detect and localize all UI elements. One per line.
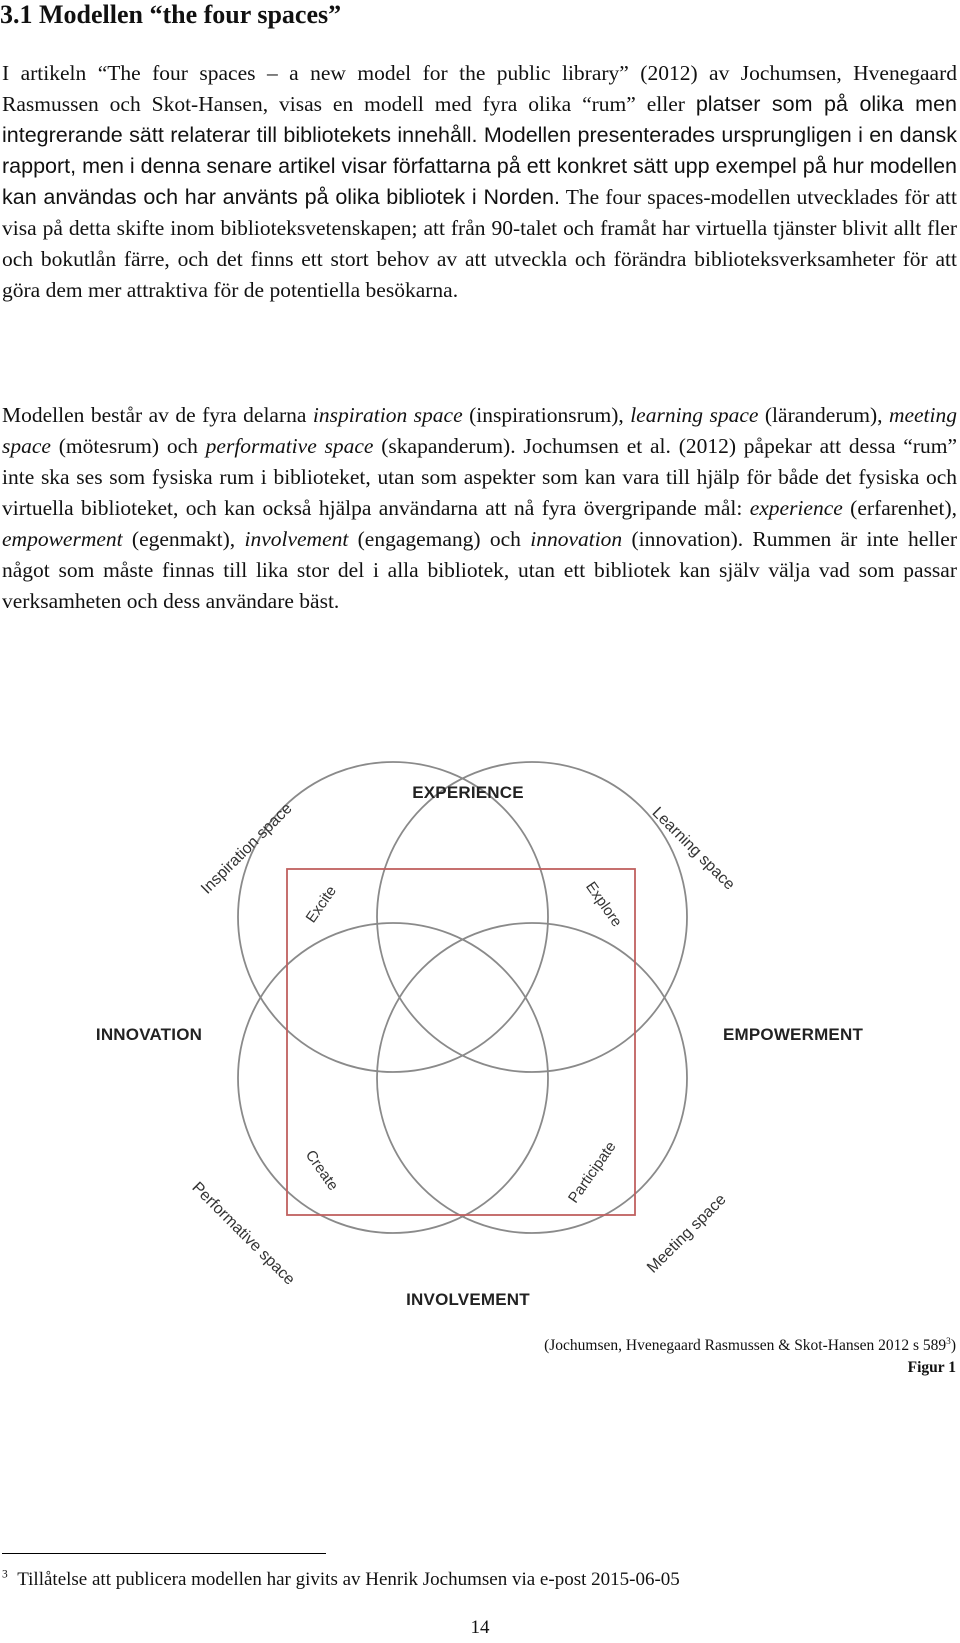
label-inspiration-space: Inspiration space	[198, 800, 296, 898]
footnote-reference: 3	[946, 1336, 951, 1347]
circle-performative-space	[238, 923, 548, 1233]
paragraph-model-text: (erfarenhet),	[842, 496, 957, 520]
term-innovation: innovation	[530, 527, 623, 551]
term-inspiration-space: inspiration space	[312, 403, 463, 427]
paragraph-intro-part1: I artikeln “The four spaces – a new model for the public library” (2012) av Jochumsen, Hvenegaard Rasmussen och Skot-Hansen, visas en modell med fyra olika “rum” eller	[2, 61, 957, 116]
page-number: 14	[470, 1617, 490, 1638]
goal-empowerment: EMPOWERMENT	[722, 1025, 864, 1044]
paragraph-intro	[2, 58, 957, 306]
term-empowerment: empowerment	[2, 527, 123, 551]
footnote-marker: 3	[2, 1568, 8, 1581]
label-create: Create	[301, 1147, 342, 1194]
footnote-text: Tillåtelse att publicera modellen har givits av Henrik Jochumsen via e-post 2015-06-05	[17, 1569, 680, 1590]
paragraph-model-text: (egenmakt),	[122, 527, 245, 551]
paragraph-model-text: (mötesrum) och	[50, 434, 206, 458]
label-explore: Explore	[582, 878, 626, 931]
footnote-divider	[2, 1553, 326, 1554]
label-performative-space: Performative space	[188, 1179, 298, 1289]
paragraph-model-text: (läranderum),	[758, 403, 889, 427]
circle-learning-space	[377, 762, 687, 1072]
center-square	[287, 869, 635, 1215]
circle-meeting-space	[377, 923, 687, 1233]
paragraph-model-text: Modellen består av de fyra delarna	[2, 403, 313, 427]
term-learning-space: learning space	[630, 403, 759, 427]
goal-involvement: INVOLVEMENT	[406, 1290, 530, 1309]
term-performative-space: performative space	[205, 434, 374, 458]
term-involvement: involvement	[244, 527, 349, 551]
term-meeting-space: meeting space	[2, 403, 957, 458]
paragraph-model	[2, 400, 957, 617]
paragraph-intro-part2: platser som på olika men integrerande sätt relaterar till bibliotekets innehåll. Modellen presenterades ursprungligen i en dansk rapport, men i denna senare artikel visar författarna på ett konkret sätt upp exempel på hur modellen kan användas och har använts på olika bibliotek i Norden.	[2, 92, 958, 209]
footnote	[2, 1568, 680, 1592]
goal-experience: EXPERIENCE	[412, 783, 524, 802]
paragraph-model-text: (inspirationsrum),	[462, 403, 631, 427]
figure-source-caption	[544, 1336, 956, 1356]
figure-source-text: (Jochumsen, Hvenegaard Rasmussen & Skot-Hansen 2012 s 589	[544, 1337, 947, 1354]
paragraph-model-text: (engagemang) och	[348, 527, 531, 551]
four-spaces-diagram	[0, 760, 960, 1320]
label-excite: Excite	[302, 882, 340, 927]
label-participate: Participate	[565, 1138, 620, 1207]
section-heading: 3.1 Modellen “the four spaces”	[0, 0, 342, 29]
figure-label: Figur 1	[907, 1359, 956, 1376]
goal-innovation: INNOVATION	[95, 1025, 203, 1044]
label-meeting-space: Meeting space	[644, 1191, 730, 1277]
figure-source-close: )	[950, 1337, 956, 1354]
paragraph-model-text: (innovation). Rummen är inte heller något som måste finnas till lika stor del i alla bibliotek, utan ett bibliotek kan själv välja vad som passar verksamheten och dess användare bäst.	[2, 527, 957, 613]
paragraph-intro-part3: The four spaces-modellen utvecklades för att visa på detta skifte inom biblioteksvetenskapen; att från 90-talet och framåt har virtuella tjänster blivit allt fler och bokutlån färre, och det finns ett stort behov av att utveckla och förändra biblioteksverksamheter för att göra dem mer attraktiva för de potentiella besökarna.	[2, 185, 957, 302]
term-experience: experience	[749, 496, 843, 520]
paragraph-model-text: (skapanderum). Jochumsen et al. (2012) påpekar att dessa “rum” inte ska ses som fysiska rum i biblioteket, utan som aspekter som kan vara till hjälp för både det fysiska och virtuella biblioteket, och kan också hjälpa användarna att nå fyra övergripande mål:	[2, 434, 957, 520]
label-learning-space: Learning space	[648, 804, 738, 894]
